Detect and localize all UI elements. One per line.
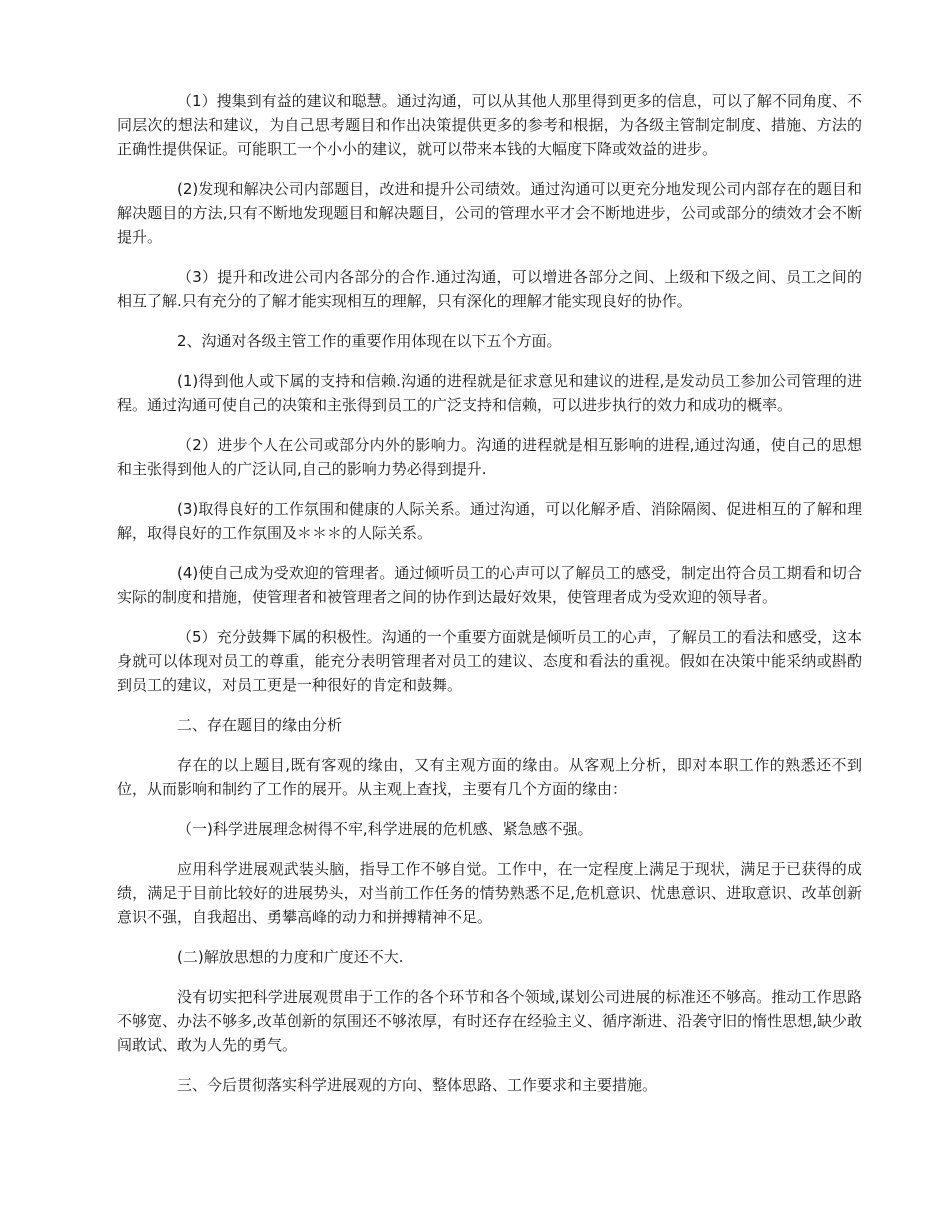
paragraph-11: 没有切实把科学进展观贯串于工作的各个环节和各个领域,谋划公司进展的标准还不够高。推动工作思路不够宽、办法不够多,改革创新的氛围还不够浓厚，有时还存在经验主义、循序渐进、沿袭守旧的惰性思想,缺少敢闯敢试、敢为人先的勇气。: [117, 988, 862, 1054]
subheading-1: （一)科学进展理念树得不牢,科学进展的危机感、紧急感不强。: [177, 820, 593, 838]
paragraph-7: (4)使自己成为受欢迎的管理者。通过倾听员工的心声可以了解员工的感受，制定出符合员工期看和切合实际的制度和措施，使管理者和被管理者之间的协作到达最好效果，使管理者成为受欢迎的领导者。: [117, 564, 862, 606]
paragraph-6: (3)取得良好的工作氛围和健康的人际关系。通过沟通，可以化解矛盾、消除隔阂、促进相互的了解和理解，取得良好的工作氛围及＊＊＊的人际关系。: [117, 500, 862, 542]
paragraph-2: (2)发现和解决公司内部题目，改进和提升公司绩效。通过沟通可以更充分地发现公司内部存在的题目和解决题目的方法,只有不断地发现题目和解决题目，公司的管理水平才会不断地进步，公司或部分的绩效才会不断提升。: [117, 180, 862, 246]
paragraph-3: （3）提升和改进公司内各部分的合作.通过沟通，可以增进各部分之间、上级和下级之间、员工之间的相互了解.只有充分的了解才能实现相互的理解，只有深化的理解才能实现良好的协作。: [117, 268, 862, 310]
section-heading-2: 2、沟通对各级主管工作的重要作用体现在以下五个方面。: [177, 332, 562, 350]
paragraph-10: 应用科学进展观武装头脑，指导工作不够自觉。工作中，在一定程度上满足于现状，满足于已获得的成绩，满足于目前比较好的进展势头，对当前工作任务的情势熟悉不足,危机意识、忧患意识、进取意识、改革创新意识不强，自我超出、勇攀高峰的动力和拼搏精神不足。: [117, 860, 862, 926]
subheading-2: (二)解放思想的力度和广度还不大.: [177, 948, 404, 966]
document-body: [117, 89, 862, 1113]
section-heading-cause-analysis: 二、存在题目的缘由分析: [177, 716, 343, 734]
section-heading-3: 三、今后贯彻落实科学进展观的方向、整体思路、工作要求和主要措施。: [177, 1076, 658, 1094]
paragraph-9: 存在的以上题目,既有客观的缘由，又有主观方面的缘由。从客观上分析，即对本职工作的熟悉还不到位，从而影响和制约了工作的展开。从主观上查找，主要有几个方面的缘由：: [117, 756, 862, 798]
paragraph-5: （2）进步个人在公司或部分内外的影响力。沟通的进程就是相互影响的进程,通过沟通，使自己的思想和主张得到他人的广泛认同,自己的影响力势必得到提升.: [117, 436, 862, 478]
paragraph-4: (1)得到他人或下属的支持和信赖.沟通的进程就是征求意见和建议的进程,是发动员工参加公司管理的进程。通过沟通可使自己的决策和主张得到员工的广泛支持和信赖，可以进步执行的效力和成功的概率。: [117, 372, 862, 414]
paragraph-1: （1）搜集到有益的建议和聪慧。通过沟通，可以从其他人那里得到更多的信息，可以了解不同角度、不同层次的想法和建议，为自己思考题目和作出决策提供更多的参考和根据，为各级主管制定制度、措施、方法的正确性提供保证。可能职工一个小小的建议，就可以带来本钱的大幅度下降或效益的进步。: [117, 92, 862, 158]
paragraph-8: （5）充分鼓舞下属的积极性。沟通的一个重要方面就是倾听员工的心声，了解员工的看法和感受，这本身就可以体现对员工的尊重，能充分表明管理者对员工的建议、态度和看法的重视。假如在决策中能采纳或斟酌到员工的建议，对员工更是一种很好的肯定和鼓舞。: [117, 628, 862, 694]
